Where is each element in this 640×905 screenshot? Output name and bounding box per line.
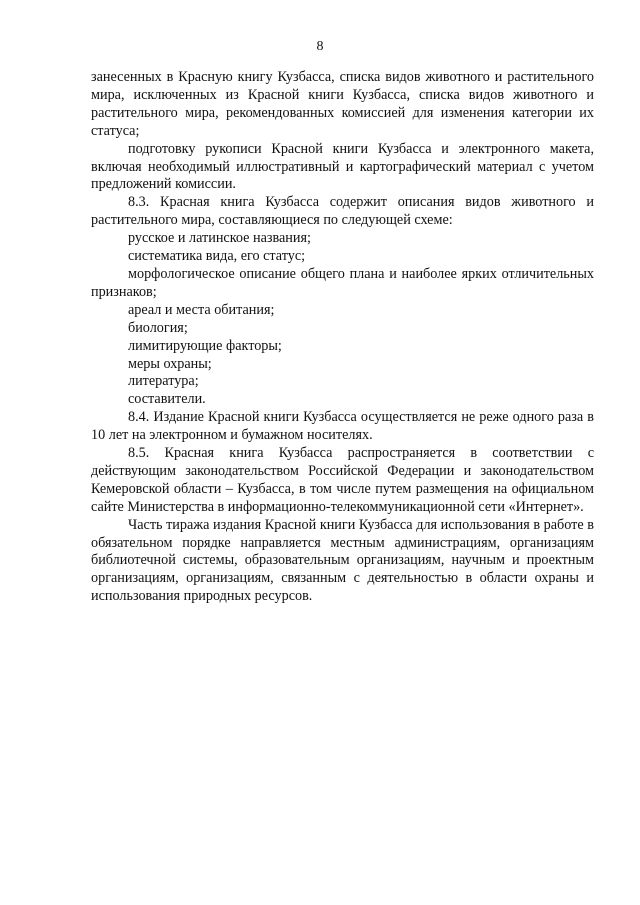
- document-body: [91, 69, 594, 606]
- paragraph-distribution: Часть тиража издания Красной книги Кузбасса для использования в работе в обязательном порядке направляется местным администрациям, организациям библиотечной системы, образовательным организациям, научным и проектным организациям, организациям, связанным с деятельностью в области охраны и использования природных ресурсов.: [91, 516, 594, 605]
- page-number: 8: [316, 39, 324, 54]
- paragraph-8-3: 8.3. Красная книга Кузбасса содержит описания видов животного и растительного мира, составляющиеся по следующей схеме:: [91, 194, 594, 229]
- scheme-item-protection: меры охраны;: [128, 355, 212, 372]
- scheme-item-names: русское и латинское названия;: [128, 230, 311, 247]
- paragraph-8-5: 8.5. Красная книга Кузбасса распространяется в соответствии с действующим законодательством Российской Федерации и законодательством Кемеровской области – Кузбасса, в том числе путем размещения на официальном сайте Министерства в информационно-телекоммуникационной сети «Интернет».: [91, 445, 594, 515]
- scheme-item-literature: литература;: [128, 373, 199, 390]
- scheme-item-range: ареал и места обитания;: [128, 301, 275, 318]
- scheme-item-biology: биология;: [128, 319, 188, 336]
- scheme-item-authors: составители.: [128, 391, 206, 408]
- scheme-item-limiting-factors: лимитирующие факторы;: [128, 337, 282, 354]
- scheme-item-morphology: морфологическое описание общего плана и наиболее ярких отличительных признаков;: [91, 265, 594, 300]
- paragraph-continuation: занесенных в Красную книгу Кузбасса, списка видов животного и растительного мира, исключенных из Красной книги Кузбасса, списка видов животного и растительного мира, рекомендованных комиссией для изменения категории их статуса;: [91, 69, 594, 139]
- scheme-item-systematics: систематика вида, его статус;: [128, 248, 306, 265]
- paragraph-8-4: 8.4. Издание Красной книги Кузбасса осуществляется не реже одного раза в 10 лет на электронном и бумажном носителях.: [91, 409, 594, 444]
- paragraph-manuscript-preparation: подготовку рукописи Красной книги Кузбасса и электронного макета, включая необходимый иллюстративный и картографический материал с учетом предложений комиссии.: [91, 140, 594, 193]
